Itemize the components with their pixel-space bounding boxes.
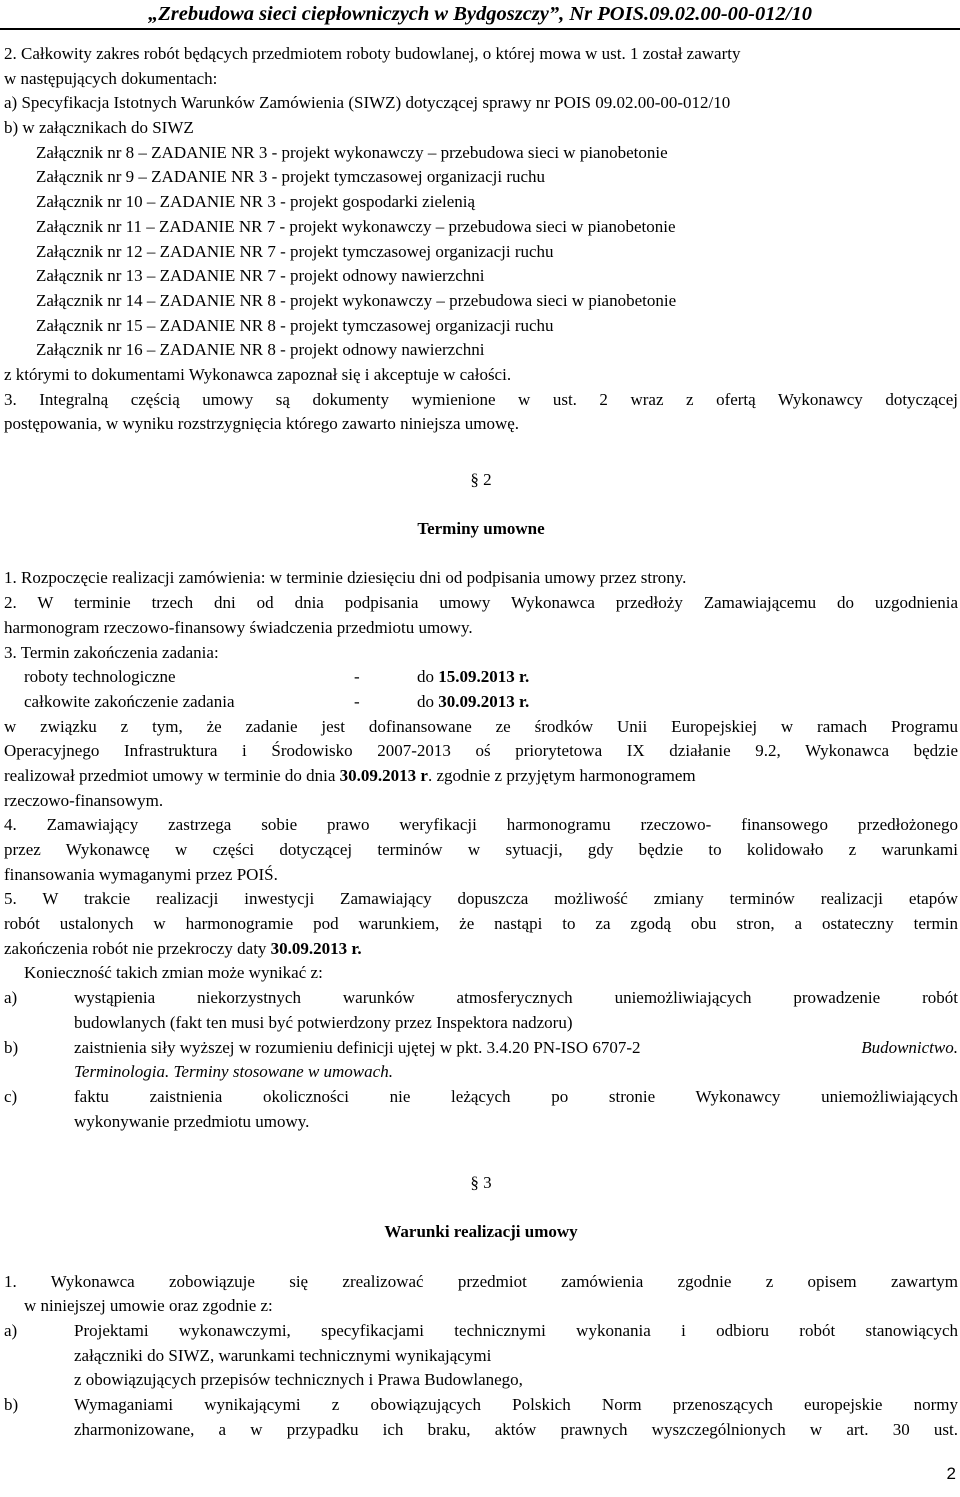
- text-line: 1. Wykonawca zobowiązuje się zrealizować przedmiot zamówienia zgodnie z opisem zawartym: [4, 1271, 958, 1291]
- section-symbol-2: § 2: [470, 469, 492, 489]
- text-line: robót ustalonych w harmonogramie pod warunkiem, że nastąpi to za zgodą obu stron, a ostateczny termin: [4, 914, 958, 934]
- attachment-item: Załącznik nr 11 – ZADANIE NR 7 - projekt wykonawczy – przebudowa sieci w pianobetonie: [36, 216, 676, 236]
- acceptance-line: z którymi to dokumentami Wykonawca zapoznał się i akceptuje w całości.: [4, 364, 512, 384]
- section-symbol-3: § 3: [470, 1172, 492, 1192]
- text-line: z obowiązujących przepisów technicznych i Prawa Budowlanego,: [74, 1370, 523, 1390]
- text-line: zharmonizowane, a w przypadku ich braku, aktów prawnych wyszczególnionych w art. 30 ust.: [74, 1419, 958, 1439]
- attachment-item: Załącznik nr 13 – ZADANIE NR 7 - projekt odnowy nawierzchni: [36, 266, 485, 286]
- text-line: rzeczowo-finansowym.: [4, 790, 164, 810]
- attachment-item: Załącznik nr 8 – ZADANIE NR 3 - projekt wykonawczy – przebudowa sieci w pianobetonie: [36, 142, 668, 162]
- text-line: [4, 937, 958, 962]
- deadline-pre: do: [417, 667, 439, 687]
- paragraph-2: [4, 42, 958, 388]
- deadline-pre: do: [417, 691, 439, 711]
- date-bold: 30.09.2013 r.: [270, 938, 362, 958]
- text-line: 2. W terminie trzech dni od dnia podpisania umowy Wykonawca przedłoży Zamawiającemu do uzgodnienia: [4, 593, 958, 613]
- deadline-dash: -: [354, 691, 360, 711]
- item-label: b): [4, 1037, 19, 1057]
- deadline-row: [4, 665, 958, 690]
- siwz-line: a) Specyfikacja Istotnych Warunków Zamówienia (SIWZ) dotyczącej sprawy nr POIS 09.02.00-00-012/10: [4, 93, 731, 113]
- text-line: w następujących dokumentach:: [4, 68, 218, 88]
- text-line: 3. Integralną częścią umowy są dokumenty wymienione w ust. 2 wraz z ofertą Wykonawcy dotyczącej: [4, 389, 958, 409]
- attachment-item: Załącznik nr 16 – ZADANIE NR 8 - projekt odnowy nawierzchni: [36, 340, 485, 360]
- deadline-dash: -: [354, 667, 360, 687]
- text-line: załączniki do SIWZ, warunkami technicznymi wynikającymi: [74, 1345, 492, 1365]
- item-label: b): [4, 1395, 19, 1415]
- paragraph-3: [4, 388, 958, 437]
- attachment-item: Załącznik nr 9 – ZADANIE NR 3 - projekt tymczasowej organizacji ruchu: [36, 167, 546, 187]
- text-fragment: . zgodnie z przyjętym harmonogramem: [427, 765, 696, 785]
- text-line: Wymaganiami wynikającymi z obowiązujących Polskich Norm przenoszących europejskie normy: [74, 1395, 958, 1415]
- section-title-2: Terminy umowne: [417, 519, 545, 539]
- attachment-item: Załącznik nr 12 – ZADANIE NR 7 - projekt tymczasowej organizacji ruchu: [36, 241, 554, 261]
- deadline-label: roboty technologiczne: [24, 667, 176, 687]
- text-line: 4. Zamawiający zastrzega sobie prawo weryfikacji harmonogramu rzeczowo- finansowego przedłożonego: [4, 815, 958, 835]
- condition-item-a: [4, 1319, 958, 1393]
- item-label: c): [4, 1086, 18, 1106]
- text-line: 2. Całkowity zakres robót będących przedmiotem roboty budowlanej, o której mowa w ust. 1 został zawarty: [4, 44, 741, 63]
- page-number: 2: [946, 1464, 956, 1484]
- condition-item-b: [4, 1393, 958, 1442]
- attachment-item: Załącznik nr 14 – ZADANIE NR 8 - projekt wykonawczy – przebudowa sieci w pianobetonie: [36, 290, 677, 310]
- term-point-3: 3. Termin zakończenia zadania:: [4, 642, 219, 662]
- text-italic: Budownictwo.: [861, 1037, 958, 1057]
- text-line: wykonywanie przedmiotu umowy.: [74, 1111, 310, 1131]
- date-bold: 30.09.2013 r: [339, 765, 428, 785]
- text-line: faktu zaistnienia okoliczności nie leżących po stronie Wykonawcy uniemożliwiających: [74, 1086, 958, 1106]
- header-title: „Zrebudowa sieci ciepłowniczych w Bydgoszczy”, Nr POIS.09.02.00-00-012/10: [148, 3, 812, 25]
- attachment-item: Załącznik nr 10 – ZADANIE NR 3 - projekt gospodarki zielenią: [36, 192, 476, 212]
- text-line: Projektami wykonawczymi, specyfikacjami technicznymi wykonania i odbioru robót stanowiących: [74, 1321, 958, 1341]
- item-label: a): [4, 1321, 18, 1341]
- text-fragment: realizował przedmiot umowy w terminie do dnia: [4, 765, 340, 785]
- reason-item-c: [4, 1085, 958, 1134]
- text-line: [74, 1036, 958, 1061]
- document-body: [4, 42, 958, 1443]
- text-line: finansowania wymaganymi przez POIŚ.: [4, 864, 278, 884]
- text-fragment: zakończenia robót nie przekroczy daty: [4, 938, 271, 958]
- text-line: w niniejszej umowie oraz zgodnie z:: [24, 1296, 273, 1316]
- text-fragment: zaistnienia siły wyższej w rozumieniu definicji ujętej w pkt. 3.4.20 PN-ISO 6707-2: [74, 1037, 645, 1057]
- text-line: przez Wykonawcę w części dotyczącej terminów w sytuacji, gdy będzie to kolidowało z warunkami: [4, 840, 958, 859]
- attachment-item: Załącznik nr 15 – ZADANIE NR 8 - projekt tymczasowej organizacji ruchu: [36, 315, 554, 335]
- text-line: wystąpienia niekorzystnych warunków atmosferycznych uniemożliwiających prowadzenie robót: [74, 988, 958, 1008]
- term-point-1: 1. Rozpoczęcie realizacji zamówienia: w terminie dziesięciu dni od podpisania umowy przez strony.: [4, 568, 687, 588]
- text-line: harmonogram rzeczowo-finansowy świadczenia przedmiotu umowy.: [4, 617, 473, 637]
- section-title-3: Warunki realizacji umowy: [384, 1222, 578, 1242]
- text-line: budowlanych (fakt ten musi być potwierdzony przez Inspektora nadzoru): [74, 1012, 573, 1032]
- text-line: 5. W trakcie realizacji inwestycji Zamawiający dopuszcza możliwość zmiany terminów realizacji etapów: [4, 889, 958, 909]
- text-line: Operacyjnego Infrastruktura i Środowisko 2007-2013 oś priorytetowa IX działanie 9.2, Wykonawca będzie: [4, 741, 958, 761]
- text-line: Konieczność takich zmian może wynikać z:: [24, 963, 323, 983]
- reason-item-b: [4, 1036, 958, 1085]
- page-header: [0, 0, 960, 30]
- text-line: postępowania, w wyniku rozstrzygnięcia którego zawarto niniejsza umowę.: [4, 414, 520, 434]
- text-line: Terminologia. Terminy stosowane w umowach.: [74, 1062, 393, 1082]
- reason-item-a: [4, 986, 958, 1035]
- text-line: w związku z tym, że zadanie jest dofinansowane ze środków Unii Europejskiej w ramach Programu: [4, 716, 958, 736]
- attachments-intro: b) w załącznikach do SIWZ: [4, 118, 194, 138]
- deadline-label: całkowite zakończenie zadania: [24, 691, 235, 711]
- item-label: a): [4, 988, 18, 1008]
- deadline-date: 15.09.2013 r.: [438, 667, 530, 687]
- deadline-date: 30.09.2013 r.: [438, 691, 530, 711]
- deadline-row: [4, 690, 958, 715]
- text-line: [4, 764, 958, 789]
